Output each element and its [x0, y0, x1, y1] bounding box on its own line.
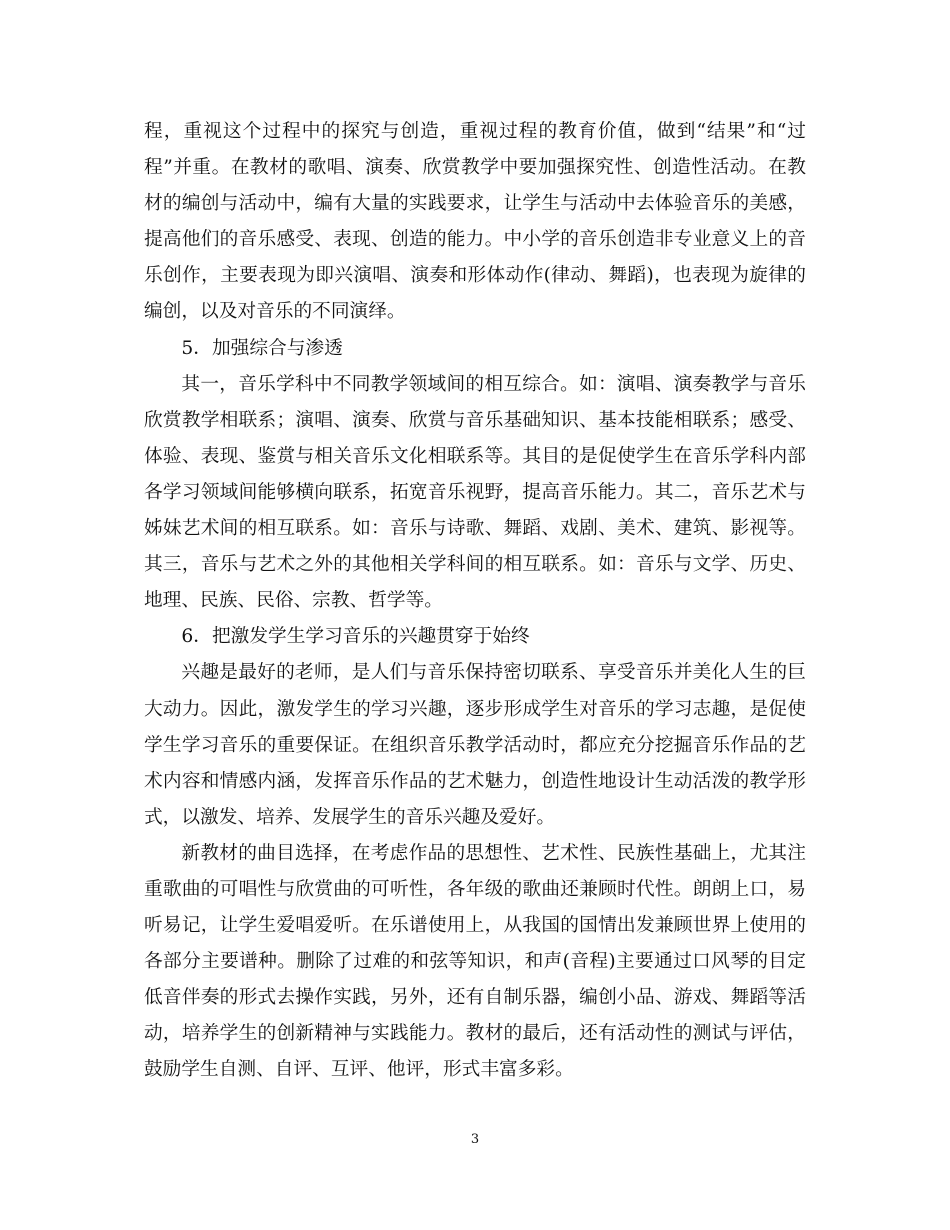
paragraph-integration: 其一，音乐学科中不同教学领域间的相互综合。如：演唱、演奏教学与音乐欣赏教学相联系；演唱、演奏、欣赏与音乐基础知识、基本技能相联系；感受、体验、表现、鉴赏与相关音乐文化相联系等。其目的是促使学生在音乐学科内部各学习领域间能够横向联系，拓宽音乐视野，提高音乐能力。其二，音乐艺术与姊妹艺术间的相互联系。如：音乐与诗歌、舞蹈、戏剧、美术、建筑、影视等。其三，音乐与艺术之外的其他相关学科间的相互联系。如：音乐与文学、历史、地理、民族、民俗、宗教、哲学等。	[144, 373, 806, 612]
page-number: 3	[470, 1132, 480, 1147]
section-heading-5: 5．加强综合与渗透	[181, 337, 343, 359]
paragraph-interest: 兴趣是最好的老师，是人们与音乐保持密切联系、享受音乐并美化人生的巨大动力。因此，激发学生的学习兴趣，逐步形成学生对音乐的学习志趣，是促使学生学习音乐的重要保证。在组织音乐教学活动时，都应充分挖掘音乐作品的艺术内容和情感内涵，发挥音乐作品的艺术魅力，创造性地设计生动活泼的教学形式，以激发、培养、发展学生的音乐兴趣及爱好。	[144, 662, 806, 828]
section-heading-6: 6．把激发学生学习音乐的兴趣贯穿于始终	[181, 626, 530, 648]
body-text	[144, 114, 806, 1089]
paragraph-new-textbook: 新教材的曲目选择，在考虑作品的思想性、艺术性、民族性基础上，尤其注重歌曲的可唱性与欣赏曲的可听性，各年级的歌曲还兼顾时代性。朗朗上口，易听易记，让学生爱唱爱听。在乐谱使用上，从我国的国情出发兼顾世界上使用的各部分主要谱种。删除了过难的和弦等知识，和声(音程)主要通过口风琴的目定低音伴奏的形式去操作实践，另外，还有自制乐器，编创小品、游戏、舞蹈等活动，培养学生的创新精神与实践能力。教材的最后，还有活动性的测试与评估，鼓励学生自测、自评、互评、他评，形式丰富多彩。	[144, 842, 806, 1081]
paragraph-continuation: 程，重视这个过程中的探究与创造，重视过程的教育价值，做到“结果”和“过程”并重。在教材的歌唱、演奏、欣赏教学中要加强探究性、创造性活动。在教材的编创与活动中，编有大量的实践要求，让学生与活动中去体验音乐的美感，提高他们的音乐感受、表现、创造的能力。中小学的音乐创造非专业意义上的音乐创作，主要表现为即兴演唱、演奏和形体动作(律动、舞蹈)，也表现为旋律的编创，以及对音乐的不同演绎。	[144, 121, 806, 323]
